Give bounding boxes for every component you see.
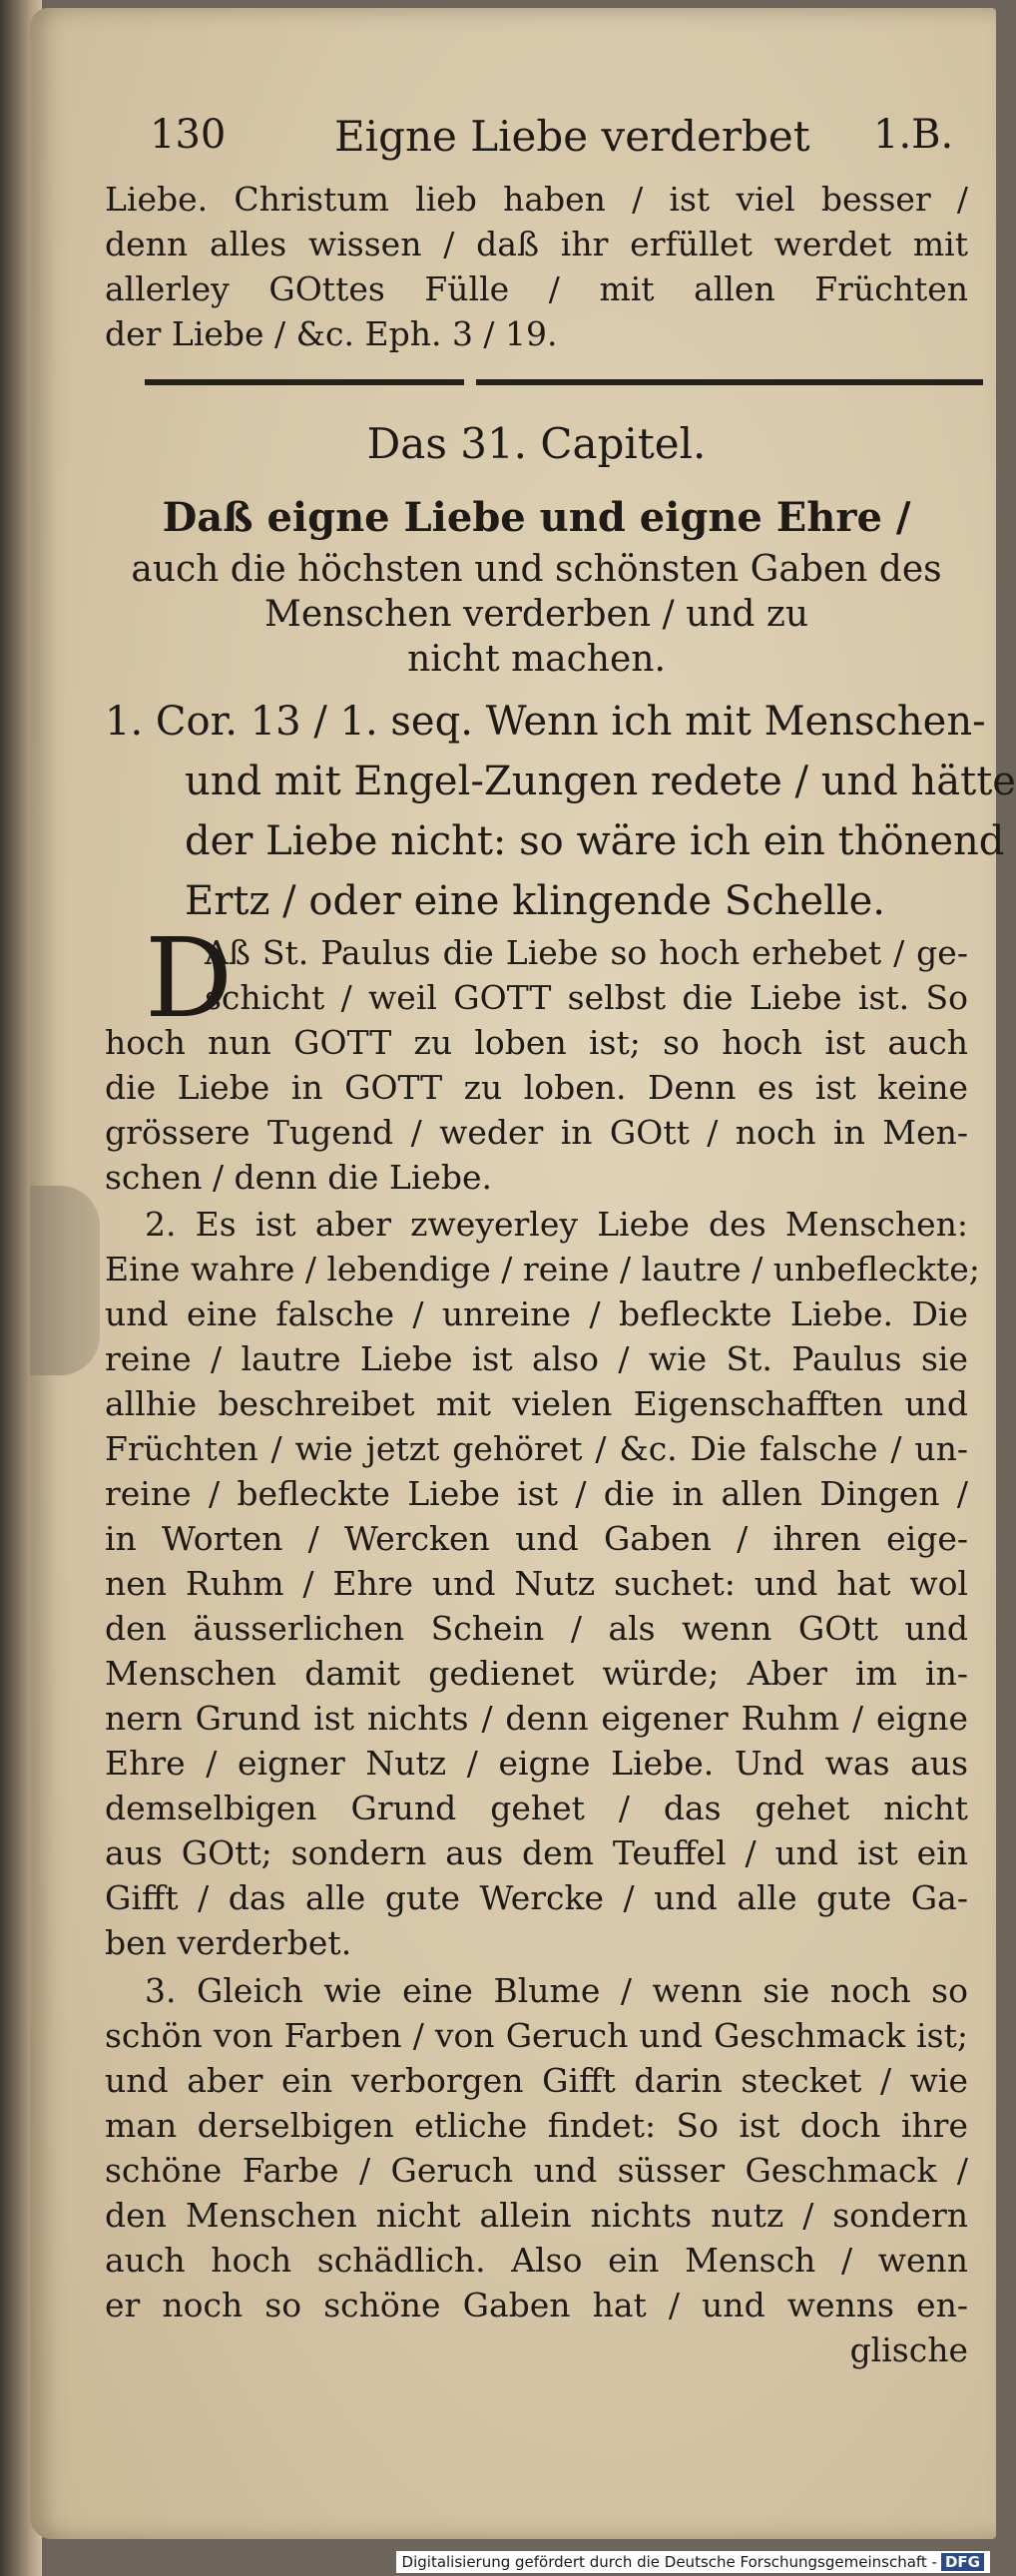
text-line: hoch nun GOTT zu loben ist; so hoch ist auch — [105, 1023, 968, 1062]
subtitle-line: Daß eigne Liebe und eigne Ehre / — [162, 494, 911, 541]
text-line: nen Ruhm / Ehre und Nutz suchet: und hat wol — [105, 1564, 968, 1603]
text-line: Früchten / wie jetzt gehöret / &c. Die falsche / un- — [105, 1429, 968, 1468]
page-number: 130 — [150, 112, 227, 158]
text-line: 2. Es ist aber zweyerley Liebe des Menschen: — [145, 1205, 968, 1244]
book-marker: 1.B. — [873, 112, 954, 158]
text-line: allhie beschreibet mit vielen Eigenschafften und — [105, 1384, 968, 1423]
credit-text: Digitalisierung gefördert durch die Deutsche Forschungsgemeinschaft - — [401, 2553, 937, 2571]
text-line: reine / befleckte Liebe ist / die in allen Dingen / — [105, 1474, 968, 1513]
subtitle-line: nicht machen. — [407, 639, 666, 680]
text-line: Aß St. Paulus die Liebe so hoch erhebet / ge- — [205, 933, 968, 972]
page-clasp-shadow — [30, 1186, 100, 1375]
text-line: Gifft / das alle gute Wercke / und alle gute Ga- — [105, 1878, 968, 1917]
text-line: auch hoch schädlich. Also ein Mensch / wenn — [105, 2241, 968, 2280]
text-line: Ehre / eigner Nutz / eigne Liebe. Und was aus — [105, 1744, 968, 1783]
text-line: allerley GOttes Fülle / mit allen Früchten — [105, 269, 968, 308]
text-line: Liebe. Christum lieb haben / ist viel besser / — [105, 180, 968, 219]
text-line: man derselbigen etliche findet: So ist doch ihre — [105, 2106, 968, 2145]
text-line: ben verderbet. — [105, 1923, 352, 1962]
text-line: schön von Farben / von Geruch und Geschmack ist; — [105, 2016, 968, 2055]
text-line: den Menschen nicht allein nichts nutz / sondern — [105, 2196, 968, 2235]
text-line: Menschen damit gedienet würde; Aber im in- — [105, 1654, 968, 1693]
text-line: denn alles wissen / daß ihr erfüllet werdet mit — [105, 225, 968, 263]
running-title: Eigne Liebe verderbet — [334, 112, 810, 161]
subtitle-line: auch die höchsten und schönsten Gaben des — [131, 549, 942, 590]
text-line: reine / lautre Liebe ist also / wie St. Paulus sie — [105, 1339, 968, 1378]
text-line: Eine wahre / lebendige / reine / lautre / unbefleckte; — [105, 1250, 980, 1288]
text-line: nern Grund ist nichts / denn eigener Ruhm / eigne — [105, 1699, 968, 1738]
subtitle-line: Menschen verderben / und zu — [263, 594, 809, 635]
text-line: den äusserlichen Schein / als wenn GOtt und — [105, 1609, 968, 1648]
text-line: aus GOtt; sondern aus dem Teuffel / und ist ein — [105, 1833, 968, 1872]
catchword: glische — [849, 2330, 968, 2369]
section-rule — [145, 379, 983, 385]
text-line: schen / denn die Liebe. — [105, 1158, 493, 1197]
text-line: demselbigen Grund gehet / das gehet nicht — [105, 1789, 968, 1827]
verse-line: und mit Engel-Zungen redete / und hätte — [185, 759, 1016, 804]
text-line: und aber ein verborgen Gifft darin stecket / wie — [105, 2061, 968, 2100]
drop-cap: D — [145, 914, 234, 1042]
text-line: der Liebe / &c. Eph. 3 / 19. — [105, 314, 558, 353]
text-line: und eine falsche / unreine / befleckte Liebe. Die — [105, 1294, 968, 1333]
text-line: er noch so schöne Gaben hat / und wenns en- — [105, 2286, 968, 2324]
text-line: schöne Farbe / Geruch und süsser Geschmack / — [105, 2151, 968, 2190]
verse-line: der Liebe nicht: so wäre ich ein thönend — [185, 818, 1005, 864]
chapter-title: Das 31. Capitel. — [366, 419, 707, 468]
text-line: die Liebe in GOTT zu loben. Denn es ist keine — [105, 1068, 968, 1107]
text-line: 3. Gleich wie eine Blume / wenn sie noch so — [145, 1971, 968, 2010]
dfg-logo: DFG — [941, 2553, 984, 2571]
text-line: grössere Tugend / weder in GOtt / noch in Men- — [105, 1113, 968, 1152]
digitization-credit — [396, 2551, 990, 2573]
verse-line: Ertz / oder eine klingende Schelle. — [185, 878, 886, 924]
verse-line: 1. Cor. 13 / 1. seq. Wenn ich mit Menschen- — [105, 699, 986, 745]
text-line: in Worten / Wercken und Gaben / ihren eige- — [105, 1519, 968, 1558]
text-line: schicht / weil GOTT selbst die Liebe ist. So — [205, 978, 968, 1017]
